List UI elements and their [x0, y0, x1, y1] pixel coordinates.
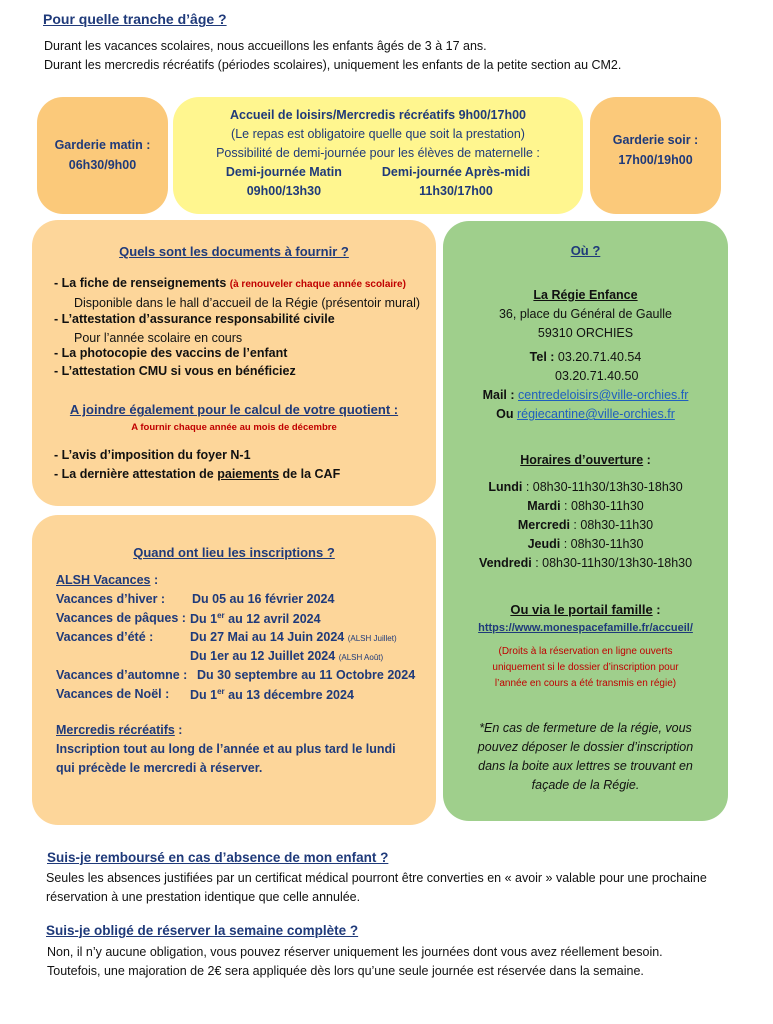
morning-hours: 09h00/13h30: [246, 184, 322, 198]
portal-note-2: uniquement si le dossier d’inscription pour: [492, 662, 679, 673]
mercredis-label: [56, 723, 182, 737]
doc-item-1-note: (à renouveler chaque année scolaire): [229, 279, 406, 290]
row-noel-dates-a: Du 1: [190, 688, 218, 703]
hours-jeudi-day: Jeudi: [527, 537, 561, 551]
hours-vendredi-time: : 08h30-11h30/13h30-18h30: [531, 556, 693, 570]
row-ete2-dates: [190, 649, 383, 663]
morning-label: Demi-journée Matin: [225, 165, 342, 179]
row-ete-dates-text: Du 27 Mai au 14 Juin 2024: [190, 630, 345, 644]
doc-item-4: - L’attestation CMU si vous en bénéficiez: [54, 364, 296, 378]
hours-lundi-time: : 08h30-11h30/13h30-18h30: [522, 480, 683, 494]
doc-item-5: - L’avis d’imposition du foyer N-1: [54, 448, 251, 462]
refund-line-2: réservation à une prestation identique que celle annulée.: [46, 890, 361, 904]
doc-item-6-b: paiements: [217, 467, 280, 481]
age-line-2: Durant les mercredis récréatifs (périodes scolaires), uniquement les enfants de la petite section au CM2.: [44, 58, 622, 72]
row-automne-label: Vacances d’automne :: [56, 668, 188, 682]
garderie-soir-box: [590, 97, 721, 214]
doc-item-1-sub: Disponible dans le hall d’accueil de la Régie (présentoir mural): [74, 296, 421, 310]
hours-lundi-day: Lundi: [488, 480, 523, 494]
afternoon-label: Demi-journée Après-midi: [381, 165, 531, 179]
hours-mardi: [443, 499, 728, 513]
half-day-text: Possibilité de demi-journée pour les élèves de maternelle :: [216, 146, 540, 160]
portal-heading-text: Ou via le portail famille: [510, 602, 653, 617]
afternoon-hours: 11h30/17h00: [419, 184, 493, 198]
week-line-1: Non, il n’y aucune obligation, vous pouvez réserver uniquement les journées dont vous avez réellement besoin.: [47, 945, 663, 959]
inscriptions-heading: Quand ont lieu les inscriptions ?: [133, 545, 335, 560]
address-2: 59310 ORCHIES: [537, 326, 634, 340]
hours-mercredi-time: : 08h30-11h30: [569, 518, 654, 532]
row-paques-dates-b: au 12 avril 2024: [224, 612, 321, 627]
row-hiver-dates: Du 05 au 16 février 2024: [192, 592, 335, 606]
mercredis-colon: :: [174, 723, 183, 737]
ou-box: [443, 221, 728, 821]
garderie-soir-title: Garderie soir :: [612, 133, 699, 147]
age-line-1: Durant les vacances scolaires, nous accueillons les enfants âgés de 3 à 17 ans.: [44, 39, 487, 53]
row-noel-dates: [190, 687, 354, 702]
hours-vendredi: [443, 556, 728, 570]
row-ete2-note: (ALSH Août): [338, 653, 384, 662]
garderie-matin-hours: 06h30/9h00: [68, 158, 137, 172]
week-line-2: Toutefois, une majoration de 2€ sera appliquée dès lors qu’une seule journée est réservée dans la semaine.: [47, 964, 644, 978]
doc-item-6-a: - La dernière attestation de: [54, 467, 218, 481]
tel-1: 03.20.71.40.54: [557, 350, 642, 364]
closure-1: *En cas de fermeture de la régie, vous: [479, 721, 692, 735]
documents-box: [32, 220, 436, 506]
row-hiver-label: Vacances d’hiver :: [56, 592, 166, 606]
mercredis-text-1: Inscription tout au long de l’année et au plus tard le lundi: [56, 742, 396, 756]
garderie-matin-title: Garderie matin :: [54, 138, 151, 152]
refund-line-1: Seules les absences justifiées par un certificat médical pourront être converties en « avoir » valable pour une prochaine: [46, 871, 707, 885]
portal-note-1: (Droits à la réservation en ligne ouverts: [498, 646, 673, 657]
doc-item-6-c: de la CAF: [279, 467, 341, 481]
row-noel-label: Vacances de Noël :: [56, 687, 170, 701]
quotient-heading: A joindre également pour le calcul de votre quotient :: [69, 402, 399, 417]
quotient-note: A fournir chaque année au mois de décembre: [131, 422, 337, 433]
documents-heading: Quels sont les documents à fournir ?: [119, 244, 349, 259]
hours-mercredi-day: Mercredi: [517, 518, 570, 532]
ou-heading: Où ?: [570, 243, 601, 258]
accueil-title: Accueil de loisirs/Mercredis récréatifs 9h00/17h00: [230, 108, 526, 122]
hours-jeudi: [443, 537, 728, 551]
mercredis-text-2: qui précède le mercredi à réserver.: [56, 761, 263, 775]
mercredis-text: Mercredis récréatifs: [56, 723, 175, 737]
tel-2: 03.20.71.40.50: [555, 369, 639, 383]
doc-item-3: - La photocopie des vaccins de l’enfant: [54, 346, 288, 360]
hours-heading: Horaires d’ouverture :: [520, 453, 651, 467]
inscriptions-box: [32, 515, 436, 825]
row-ete-note: (ALSH Juillet): [347, 634, 397, 643]
row-ete2-dates-text: Du 1er au 12 Juillet 2024: [190, 649, 336, 663]
row-paques-dates-a: Du 1: [190, 612, 218, 627]
hours-mercredi: [443, 518, 728, 532]
doc-item-1-text: - La fiche de renseignements: [54, 276, 227, 290]
row-noel-sup: er: [217, 687, 225, 696]
tel-label: Tel :: [529, 350, 555, 364]
alsh-label: [56, 573, 158, 587]
doc-item-1: [54, 276, 406, 290]
mail-link-1[interactable]: centredeloisirs@ville-orchies.fr: [518, 388, 689, 402]
accueil-note: (Le repas est obligatoire quelle que soit la prestation): [231, 127, 525, 141]
closure-2: pouvez déposer le dossier d’inscription: [477, 740, 694, 754]
mail-row-2: [443, 407, 728, 421]
hours-vendredi-day: Vendredi: [478, 556, 532, 570]
address-1: 36, place du Général de Gaulle: [498, 307, 673, 321]
hours-jeudi-time: : 08h30-11h30: [560, 537, 644, 551]
refund-heading: Suis-je remboursé en cas d’absence de mon enfant ?: [47, 850, 389, 865]
ou-label: Ou: [496, 407, 514, 421]
regie-name: La Régie Enfance: [533, 288, 638, 302]
mail-label: Mail :: [482, 388, 515, 402]
week-heading: Suis-je obligé de réserver la semaine complète ?: [46, 923, 359, 938]
closure-4: façade de la Régie.: [531, 778, 640, 792]
mail-link-2[interactable]: régiecantine@ville-orchies.fr: [516, 407, 675, 421]
garderie-soir-hours: 17h00/19h00: [618, 153, 693, 167]
row-paques-sup: er: [217, 611, 225, 620]
alsh-text: ALSH Vacances: [56, 573, 151, 587]
portal-url[interactable]: https://www.monespacefamille.fr/accueil/: [478, 622, 693, 634]
accueil-box: [173, 97, 583, 214]
hours-heading-text: Horaires d’ouverture: [520, 453, 644, 467]
doc-item-2-sub: Pour l’année scolaire en cours: [74, 331, 243, 345]
row-ete-label: Vacances d’été :: [56, 630, 154, 644]
doc-item-6: [54, 467, 340, 481]
hours-mardi-day: Mardi: [527, 499, 561, 513]
closure-3: dans la boite aux lettres se trouvant en: [478, 759, 693, 773]
portal-note-3: l’année en cours a été transmis en régie): [494, 678, 677, 689]
row-paques-label: Vacances de pâques :: [56, 611, 186, 625]
row-noel-dates-b: au 13 décembre 2024: [224, 688, 354, 703]
alsh-colon: :: [150, 573, 159, 587]
hours-mardi-time: : 08h30-11h30: [560, 499, 644, 513]
hours-lundi: [443, 480, 728, 494]
row-ete-dates: [190, 630, 397, 644]
mail-row-1: [443, 388, 728, 402]
garderie-matin-box: [37, 97, 168, 214]
row-paques-dates: [190, 611, 321, 626]
doc-item-2: - L’attestation d’assurance responsabilité civile: [54, 312, 335, 326]
tel-row-1: [443, 350, 728, 364]
age-heading: Pour quelle tranche d’âge ?: [43, 11, 227, 27]
portal-heading: Ou via le portail famille :: [510, 602, 661, 617]
row-automne-dates: Du 30 septembre au 11 Octobre 2024: [197, 668, 416, 682]
